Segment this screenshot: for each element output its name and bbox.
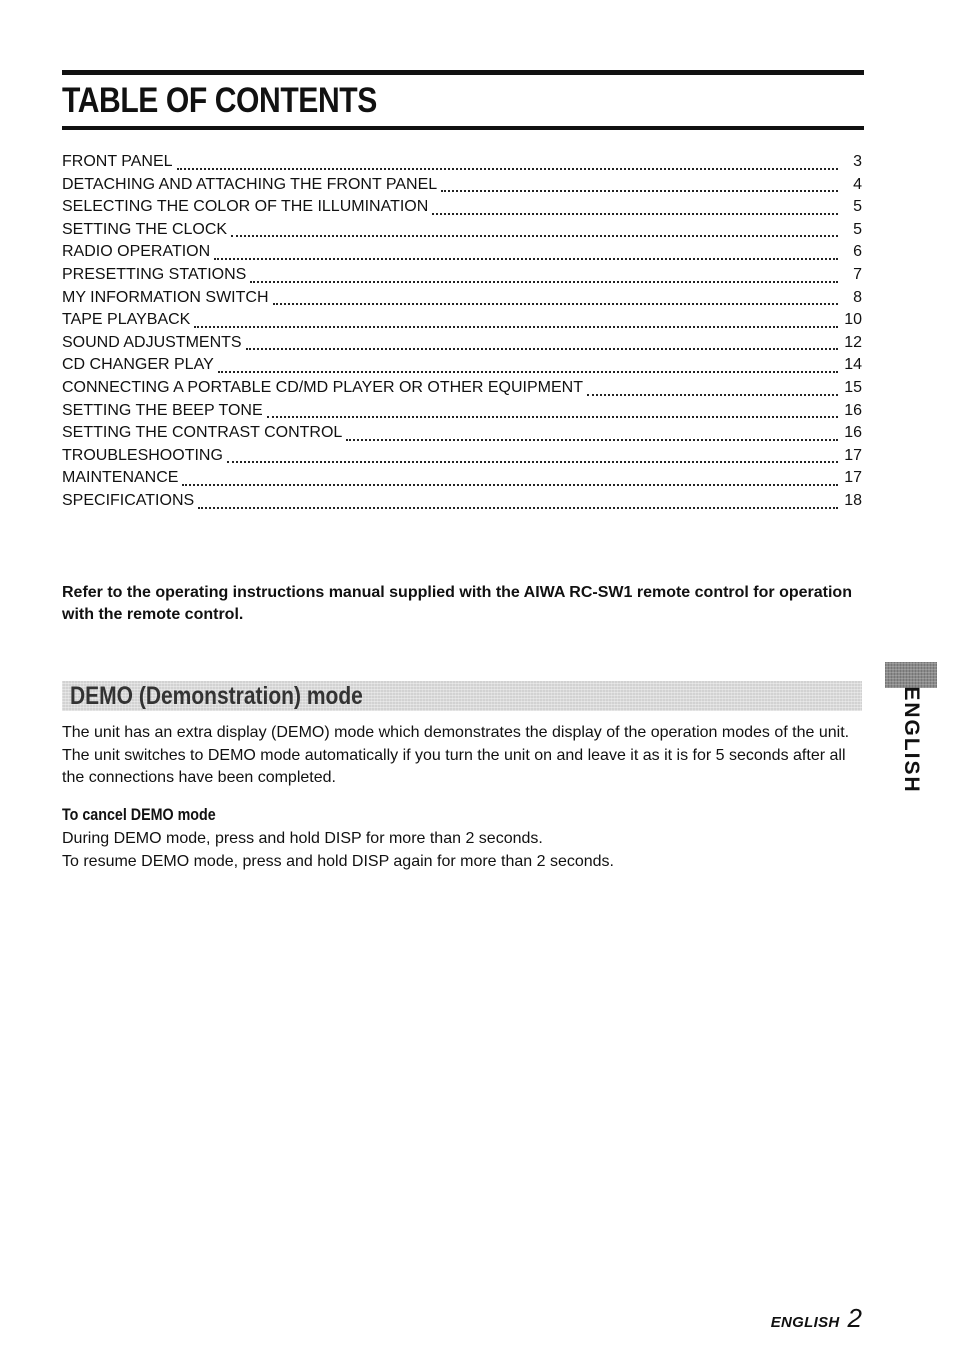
toc-entry-page: 16 — [844, 424, 862, 442]
title-top-rule — [62, 70, 864, 75]
toc-leader-dots — [198, 493, 838, 509]
page-title: TABLE OF CONTENTS — [62, 81, 377, 120]
toc-leader-dots — [227, 447, 838, 463]
toc-entry-label: CONNECTING A PORTABLE CD/MD PLAYER OR OTHER EQUIPMENT — [62, 378, 583, 396]
demo-section-title: DEMO (Demonstration) mode — [70, 682, 363, 710]
toc-entry-label: TROUBLESHOOTING — [62, 446, 223, 464]
toc-entry-page: 7 — [853, 265, 862, 283]
title-bottom-rule — [62, 126, 864, 130]
toc-leader-dots — [441, 176, 838, 192]
toc-entry — [62, 377, 862, 400]
toc-entry-page: 17 — [844, 446, 862, 464]
toc-entry-label: SELECTING THE COLOR OF THE ILLUMINATION — [62, 198, 429, 216]
toc-leader-dots — [246, 334, 838, 350]
toc-leader-dots — [432, 199, 838, 215]
toc-entry-label: SPECIFICATIONS — [62, 491, 195, 509]
toc-entry-label: TAPE PLAYBACK — [62, 311, 191, 329]
toc-entry-page: 10 — [844, 311, 862, 329]
toc-entry — [62, 422, 862, 445]
toc-entry-label: FRONT PANEL — [62, 153, 173, 170]
toc-entry — [62, 467, 862, 490]
cancel-demo-line: During DEMO mode, press and hold DISP for more than 2 seconds. — [62, 830, 543, 847]
cancel-demo-heading: To cancel DEMO mode — [62, 805, 216, 824]
toc-leader-dots — [182, 470, 838, 486]
toc-entry-page: 5 — [853, 198, 862, 216]
toc-entry-label: SETTING THE CONTRAST CONTROL — [62, 424, 343, 442]
toc-entry-page: 8 — [853, 288, 862, 306]
toc-entry-label: CD CHANGER PLAY — [62, 356, 214, 374]
toc-entry-page: 17 — [844, 469, 862, 487]
toc-leader-dots — [273, 289, 838, 305]
toc-entry-page: 14 — [844, 356, 862, 374]
toc-entry-label: MAINTENANCE — [62, 469, 179, 487]
toc-entry — [62, 241, 862, 264]
toc-leader-dots — [194, 312, 838, 328]
toc-entry-page: 4 — [853, 175, 862, 193]
toc-entry-label: DETACHING AND ATTACHING THE FRONT PANEL — [62, 175, 438, 193]
toc-leader-dots — [177, 154, 838, 170]
toc-leader-dots — [587, 380, 838, 396]
resume-demo-line: To resume DEMO mode, press and hold DISP again for more than 2 seconds. — [62, 852, 614, 870]
toc-entry-page: 3 — [853, 153, 862, 170]
toc-entry-page: 12 — [844, 333, 862, 351]
toc-entry — [62, 196, 862, 219]
page-number: 2 — [847, 1303, 862, 1333]
toc-leader-dots — [267, 402, 838, 418]
toc-entry — [62, 400, 862, 423]
toc-entry — [62, 309, 862, 332]
toc-entry-label: SOUND ADJUSTMENTS — [62, 333, 242, 351]
toc-entry-page: 5 — [853, 220, 862, 238]
toc-entry — [62, 490, 862, 513]
toc-leader-dots — [346, 425, 838, 441]
toc-entry — [62, 219, 862, 242]
footer-language-label: ENGLISH — [770, 1314, 840, 1331]
cancel-demo-instructions — [62, 828, 614, 873]
table-of-contents — [62, 151, 862, 513]
toc-leader-dots — [250, 267, 838, 283]
toc-entry — [62, 354, 862, 377]
toc-leader-dots — [218, 357, 838, 373]
toc-entry — [62, 264, 862, 287]
demo-description: The unit has an extra display (DEMO) mode which demonstrates the display of the operation modes of the unit. The unit switches to DEMO mode automatically if you turn the unit on and leave it as it is for 5 seconds after all the connections have been completed. — [62, 724, 850, 786]
toc-entry — [62, 174, 862, 197]
language-side-label-text: ENGLISH — [900, 686, 923, 794]
page-footer — [771, 1303, 862, 1334]
demo-section-banner — [62, 681, 862, 711]
toc-entry-label: SETTING THE CLOCK — [62, 220, 228, 238]
toc-entry — [62, 445, 862, 468]
toc-leader-dots — [231, 221, 838, 237]
toc-leader-dots — [214, 244, 838, 260]
language-tab-marker — [885, 662, 937, 688]
toc-entry-label: RADIO OPERATION — [62, 243, 211, 261]
toc-entry — [62, 332, 862, 355]
toc-entry-label: MY INFORMATION SWITCH — [62, 288, 269, 306]
toc-entry — [62, 287, 862, 310]
toc-entry-page: 18 — [844, 491, 862, 509]
toc-entry-label: SETTING THE BEEP TONE — [62, 401, 263, 419]
remote-control-note: Refer to the operating instructions manual supplied with the AIWA RC-SW1 remote control for operation with the remote control. — [62, 584, 852, 623]
toc-entry-page: 15 — [844, 378, 862, 396]
toc-entry — [62, 151, 862, 174]
toc-entry-page: 6 — [853, 243, 862, 261]
toc-entry-page: 16 — [844, 401, 862, 419]
toc-entry-label: PRESETTING STATIONS — [62, 265, 247, 283]
